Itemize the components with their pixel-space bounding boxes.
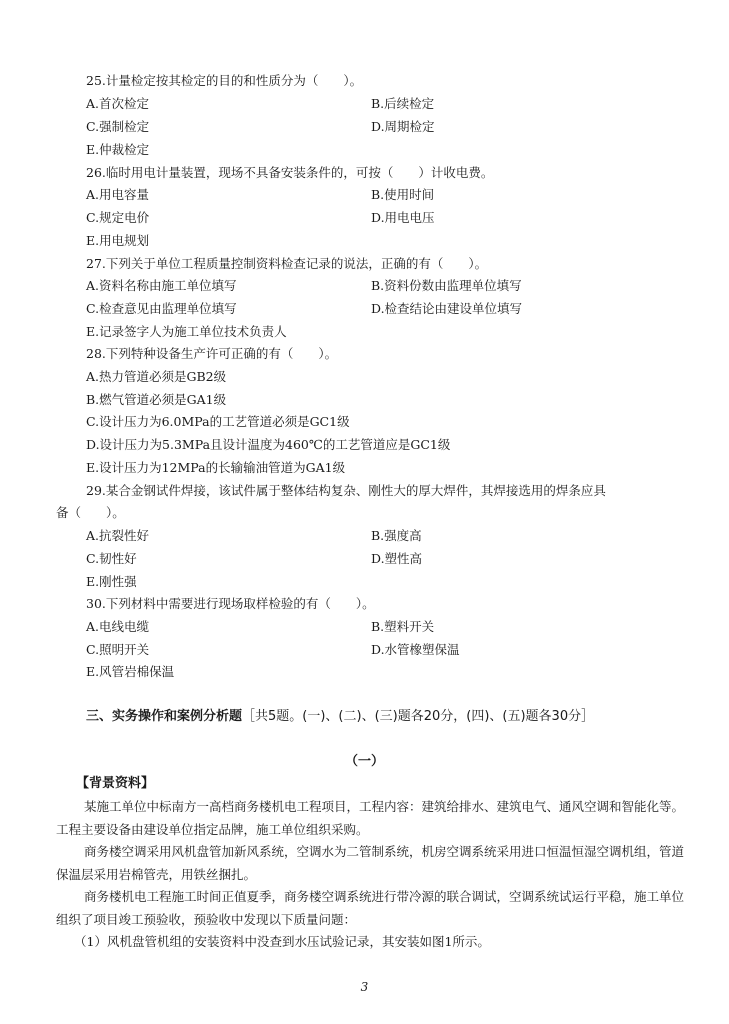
option-c: C.强制检定 — [86, 119, 150, 134]
question-27-stem: 27.下列关于单位工程质量控制资料检查记录的说法，正确的有（ ）。 — [86, 256, 488, 271]
section-note: ［共5题。(一)、(二)、(三)题各20分，(四)、(五)题各30分］ — [242, 709, 595, 724]
option-e: E.用电规划 — [86, 233, 150, 248]
option-d: D.塑性高 — [371, 551, 423, 566]
option-c: C.照明开关 — [86, 642, 150, 657]
option-e: E.风管岩棉保温 — [86, 664, 175, 679]
option-a: A.用电容量 — [86, 187, 150, 202]
option-e: E.仲裁检定 — [86, 142, 150, 157]
question-29-stem-continuation: 备（ ）。 — [56, 505, 125, 520]
section-heading — [86, 708, 594, 726]
question-25-stem: 25.计量检定按其检定的目的和性质分为（ ）。 — [86, 73, 363, 88]
option-a: A.资料名称由施工单位填写 — [86, 278, 237, 293]
option-a: A.热力管道必须是GB2级 — [86, 369, 227, 384]
question-30-stem: 30.下列材料中需要进行现场取样检验的有（ ）。 — [86, 596, 375, 611]
case-paragraph: 商务楼机电工程施工时间正值夏季，商务楼空调系统进行带冷源的联合调试，空调系统试运行平稳，施工单位组织了项目竣工预验收，预验收中发现以下质量问题： — [56, 889, 685, 927]
option-b: B.后续检定 — [371, 96, 435, 111]
option-a: A.电线电缆 — [86, 619, 150, 634]
option-d: D.周期检定 — [371, 119, 435, 134]
option-c: C.规定电价 — [86, 210, 150, 225]
option-b: B.塑料开关 — [371, 619, 435, 634]
question-26-stem: 26.临时用电计量装置，现场不具备安装条件的，可按（ ）计收电费。 — [86, 165, 494, 180]
option-b: B.强度高 — [371, 528, 422, 543]
option-a: A.抗裂性好 — [86, 528, 150, 543]
question-28-stem: 28.下列特种设备生产许可正确的有（ ）。 — [86, 346, 338, 361]
option-d: D.用电电压 — [371, 210, 435, 225]
option-e: E.记录签字人为施工单位技术负责人 — [86, 324, 287, 339]
option-c: C.设计压力为6.0MPa的工艺管道必须是GC1级 — [86, 414, 350, 429]
background-title: 【背景资料】 — [76, 776, 155, 791]
option-c: C.韧性好 — [86, 551, 137, 566]
case-paragraph: 某施工单位中标南方一高档商务楼机电工程项目，工程内容：建筑给排水、建筑电气、通风空调和智能化等。工程主要设备由建设单位指定品牌，施工单位组织采购。 — [56, 799, 685, 837]
page-number: 3 — [360, 980, 369, 994]
section-title: 三、实务操作和案例分析题 — [86, 709, 243, 724]
question-29-stem: 29.某合金钢试件焊接，该试件属于整体结构复杂、刚性大的厚大焊件，其焊接选用的焊条应具 — [86, 483, 606, 498]
option-e: E.设计压力为12MPa的长输输油管道为GA1级 — [86, 460, 346, 475]
option-b: B.资料份数由监理单位填写 — [371, 278, 522, 293]
option-a: A.首次检定 — [86, 96, 150, 111]
option-c: C.检查意见由监理单位填写 — [86, 301, 237, 316]
case-paragraph: 商务楼空调采用风机盘管加新风系统，空调水为二管制系统，机房空调系统采用进口恒温恒湿空调机组，管道保温层采用岩棉管壳，用铁丝捆扎。 — [56, 844, 685, 882]
option-d: D.水管橡塑保温 — [371, 642, 460, 657]
case-paragraph: （1）风机盘管机组的安装资料中没查到水压试验记录，其安装如图1所示。 — [74, 934, 490, 949]
option-d: D.设计压力为5.3MPa且设计温度为460℃的工艺管道应是GC1级 — [86, 437, 451, 452]
option-b: B.燃气管道必须是GA1级 — [86, 392, 227, 407]
option-d: D.检查结论由建设单位填写 — [371, 301, 523, 316]
option-e: E.刚性强 — [86, 574, 137, 589]
option-b: B.使用时间 — [371, 187, 435, 202]
case-number: （一） — [344, 754, 384, 769]
